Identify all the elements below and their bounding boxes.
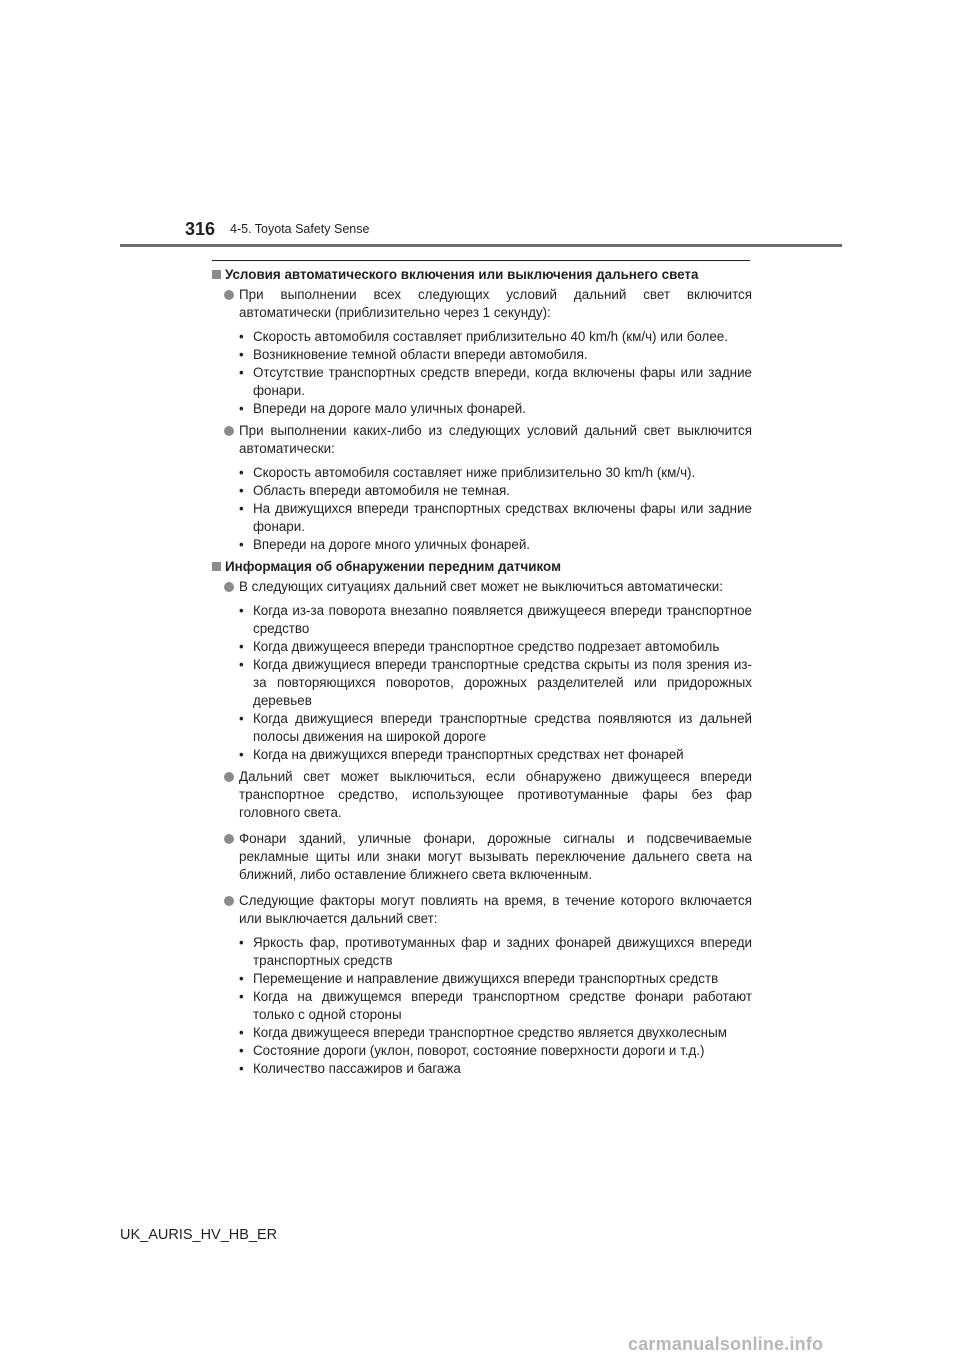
sub-list-item-text: Когда из-за поворота внезапно появляется движущееся впереди транспортное средство [253, 603, 752, 636]
circle-bullet-icon [224, 582, 234, 592]
sub-list [239, 602, 752, 764]
sub-list-item [239, 988, 752, 1024]
sub-list-item [239, 934, 752, 970]
sub-list-item-text: На движущихся впереди транспортных средствах включены фары или задние фонари. [253, 501, 752, 534]
sub-list-item [239, 364, 752, 400]
bullet-mark-icon: • [239, 329, 244, 344]
square-bullet-icon [212, 562, 221, 571]
bullet-mark-icon: • [239, 501, 244, 516]
section-heading [212, 558, 752, 576]
sub-list-item [239, 536, 752, 554]
list-item-text: Следующие факторы могут повлиять на время, в течение которого включается или выключается дальний свет: [239, 893, 752, 926]
bullet-mark-icon: • [239, 711, 244, 726]
document-code: UK_AURIS_HV_HB_ER [120, 1227, 278, 1243]
bullet-mark-icon: • [239, 1061, 244, 1076]
sub-list-item [239, 1042, 752, 1060]
header-divider [120, 244, 842, 247]
sub-list-item [239, 400, 752, 418]
sub-list-item-text: Когда движущиеся впереди транспортные средства появляются из дальней полосы движения на широкой дороге [253, 711, 752, 744]
list-item-text: При выполнении всех следующих условий дальний свет включится автоматически (приблизительно через 1 секунду): [239, 287, 752, 320]
list-item-text: Фонари зданий, уличные фонари, дорожные сигналы и подсвечиваемые рекламные щиты или знаки могут вызывать переключение дальнего света на ближний, либо оставление ближнего света включенным. [239, 831, 752, 882]
bullet-mark-icon: • [239, 971, 244, 986]
sub-list-item-text: Скорость автомобиля составляет приблизительно 40 km/h (км/ч) или более. [253, 329, 728, 344]
bullet-mark-icon: • [239, 639, 244, 654]
sub-list [239, 464, 752, 554]
bullet-mark-icon: • [239, 1043, 244, 1058]
sub-list-item-text: Когда на движущихся впереди транспортных средствах нет фонарей [253, 747, 684, 762]
bullet-mark-icon: • [239, 747, 244, 762]
sub-list-item-text: Впереди на дороге много уличных фонарей. [253, 537, 531, 552]
circle-bullet-icon [224, 772, 234, 782]
page-number: 316 [185, 219, 216, 239]
bullet-mark-icon: • [239, 465, 244, 480]
sub-list-item [239, 656, 752, 710]
sub-list-item-text: Когда на движущемся впереди транспортном средстве фонари работают только с одной стороны [253, 989, 752, 1022]
list-item [224, 422, 752, 458]
section-title: 4-5. Toyota Safety Sense [230, 222, 370, 236]
sub-list-item [239, 482, 752, 500]
content-divider [212, 260, 750, 261]
sub-list-item-text: Яркость фар, противотуманных фар и задних фонарей движущихся впереди транспортных средств [253, 935, 752, 968]
list-item-text: В следующих ситуациях дальний свет может не выключиться автоматически: [239, 579, 723, 594]
sub-list-item-text: Возникновение темной области впереди автомобиля. [253, 347, 588, 362]
bullet-mark-icon: • [239, 1025, 244, 1040]
circle-bullet-icon [224, 896, 234, 906]
sub-list-item [239, 602, 752, 638]
page-header [0, 0, 960, 250]
circle-bullet-icon [224, 834, 234, 844]
sub-list-item-text: Когда движущиеся впереди транспортные средства скрыты из поля зрения из-за повторяющихся поворотов, дорожных разделителей или придорожных деревьев [253, 657, 752, 708]
circle-bullet-icon [224, 426, 234, 436]
bullet-mark-icon: • [239, 347, 244, 362]
sub-list-item-text: Область впереди автомобиля не темная. [253, 483, 510, 498]
sub-list-item [239, 638, 752, 656]
sub-list-item [239, 710, 752, 746]
sub-list-item [239, 328, 752, 346]
sub-list-item [239, 1060, 752, 1078]
bullet-mark-icon: • [239, 603, 244, 618]
bullet-mark-icon: • [239, 401, 244, 416]
sub-list-item [239, 464, 752, 482]
sub-list-item-text: Отсутствие транспортных средств впереди, когда включены фары или задние фонари. [253, 365, 752, 398]
sub-list-item [239, 500, 752, 536]
bullet-mark-icon: • [239, 989, 244, 1004]
sub-list-item-text: Когда движущееся впереди транспортное средство подрезает автомобиль [253, 639, 720, 654]
list-item [224, 286, 752, 322]
section-heading [212, 266, 752, 284]
page-content [212, 266, 752, 1082]
list-item-text: При выполнении каких-либо из следующих условий дальний свет выключится автоматически: [239, 423, 752, 456]
sub-list-item-text: Состояние дороги (уклон, поворот, состояние поверхности дороги и т.д.) [253, 1043, 705, 1058]
circle-bullet-icon [224, 290, 234, 300]
list-item [224, 892, 752, 928]
sub-list-item [239, 346, 752, 364]
sub-list-item-text: Когда движущееся впереди транспортное средство является двухколесным [253, 1025, 727, 1040]
sub-list-item-text: Скорость автомобиля составляет ниже приблизительно 30 km/h (км/ч). [253, 465, 696, 480]
bullet-mark-icon: • [239, 483, 244, 498]
sub-list-item-text: Перемещение и направление движущихся впереди транспортных средств [253, 971, 719, 986]
section-heading-text: Информация об обнаружении передним датчиком [225, 559, 561, 574]
sub-list [239, 328, 752, 418]
bullet-mark-icon: • [239, 657, 244, 672]
bullet-mark-icon: • [239, 537, 244, 552]
sub-list-item [239, 970, 752, 988]
sub-list-item [239, 1024, 752, 1042]
list-item [224, 578, 752, 596]
list-item [224, 830, 752, 884]
section-heading-text: Условия автоматического включения или выключения дальнего света [225, 267, 699, 282]
square-bullet-icon [212, 270, 221, 279]
sub-list-item-text: Впереди на дороге мало уличных фонарей. [253, 401, 527, 416]
sub-list [239, 934, 752, 1078]
bullet-mark-icon: • [239, 365, 244, 380]
watermark: carmanualsonline.info [628, 1334, 824, 1354]
bullet-mark-icon: • [239, 935, 244, 950]
list-item-text: Дальний свет может выключиться, если обнаружено движущееся впереди транспортное средство, использующее противотуманные фары без фар головного света. [239, 769, 752, 820]
list-item [224, 768, 752, 822]
sub-list-item [239, 746, 752, 764]
sub-list-item-text: Количество пассажиров и багажа [253, 1061, 461, 1076]
